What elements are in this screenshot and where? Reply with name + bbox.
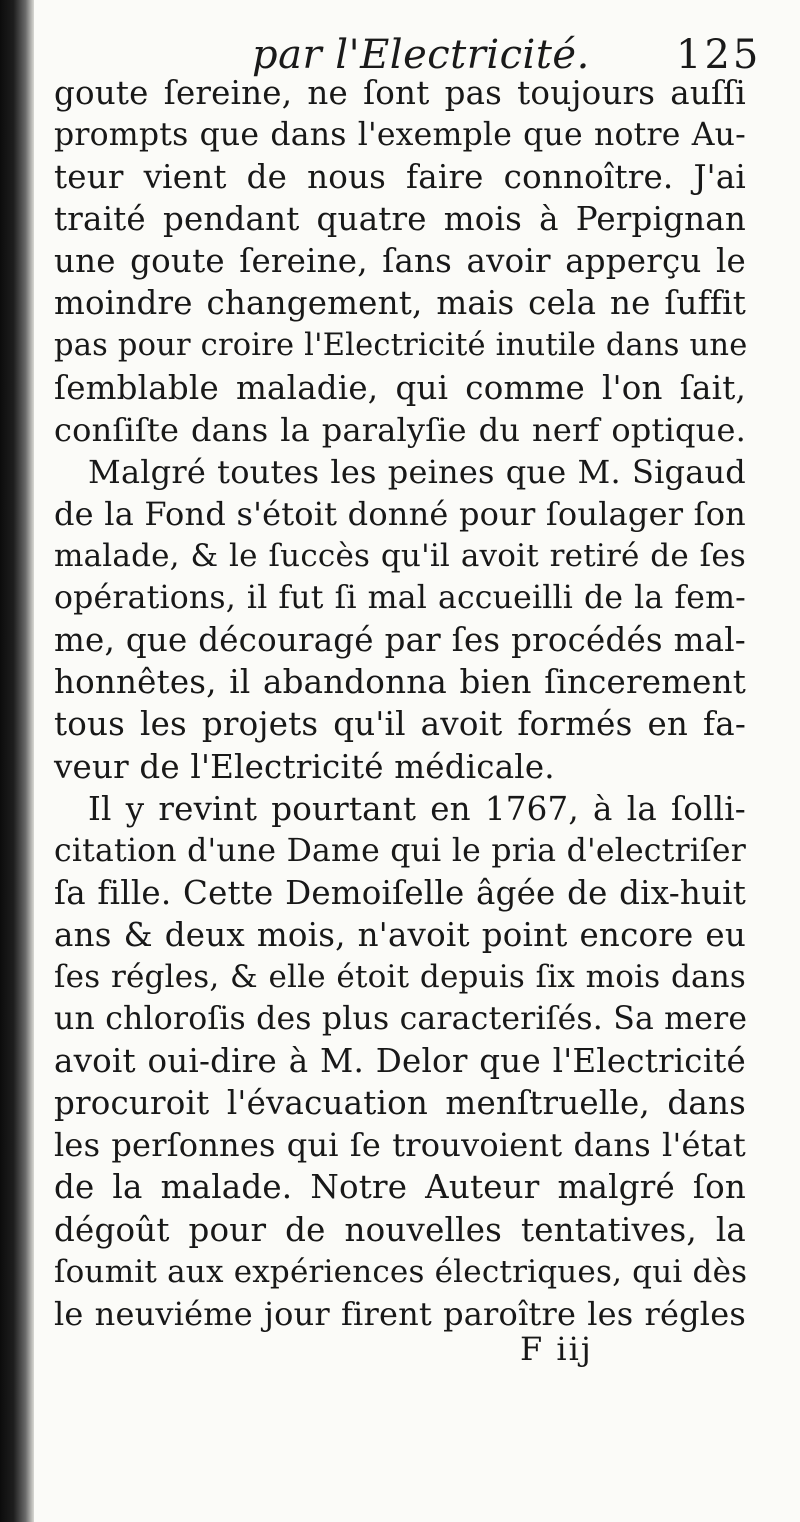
text-line: conſiſte dans la paralyſie du nerf optique.: [54, 410, 746, 449]
text-line: ſemblable maladie, qui comme l'on ſait,: [54, 368, 746, 407]
text-line: honnêtes, il abandonna bien ſincerement: [54, 663, 746, 702]
binding-edge: [0, 0, 34, 1522]
text-line: Malgré toutes les peines que M. Sigaud: [88, 452, 746, 491]
text-line: un chloroſis des plus caracteriſés. Sa mere: [54, 1001, 748, 1038]
text-line: traité pendant quatre mois à Perpignan: [54, 200, 746, 239]
text-line: les perſonnes qui ſe trouvoient dans l'état: [54, 1126, 746, 1165]
text-line: procuroit l'évacuation menſtruelle, dans: [54, 1084, 746, 1123]
text-line: tous les projets qu'il avoit formés en fa-: [54, 705, 746, 744]
page-number: 125: [676, 32, 762, 78]
text-line: me, que découragé par ſes procédés mal-: [54, 621, 746, 660]
running-title: par l'Electricité.: [252, 32, 590, 78]
text-line: une goute ſereine, ſans avoir apperçu le: [54, 242, 746, 281]
signature-mark: F iij: [520, 1330, 593, 1368]
text-line: le neuviéme jour firent paroître les régles: [54, 1294, 746, 1333]
text-line: de la malade. Notre Auteur malgré ſon: [54, 1168, 746, 1207]
text-line: malade, & le ſuccès qu'il avoit retiré de ſes: [54, 538, 746, 575]
text-line: pas pour croire l'Electricité inutile dans une: [54, 327, 748, 363]
text-line: moindre changement, mais cela ne ſuffit: [54, 284, 746, 323]
body-text: [54, 72, 746, 1335]
text-line: prompts que dans l'exemple que notre Au-: [54, 117, 746, 154]
text-line: teur vient de nous faire connoître. J'ai: [54, 158, 746, 197]
text-line: ſes régles, & elle étoit depuis ſix mois dans: [54, 958, 746, 995]
text-line: avoit oui-dire à M. Delor que l'Electricité: [54, 1042, 746, 1081]
text-line: veur de l'Electricité médicale.: [54, 747, 555, 786]
text-line: Il y revint pourtant en 1767, à la ſolli-: [88, 789, 746, 828]
text-line: dégoût pour de nouvelles tentatives, la: [54, 1210, 746, 1249]
text-line: opérations, il fut ſi mal accueilli de la fem-: [54, 580, 746, 617]
text-line: goute ſereine, ne ſont pas toujours auſſi: [54, 74, 746, 112]
text-line: de la Fond s'étoit donné pour ſoulager ſon: [54, 494, 746, 533]
text-line: ſoumit aux expériences électriques, qui dès: [54, 1253, 748, 1290]
text-line: ſa fille. Cette Demoiſelle âgée de dix-huit: [54, 873, 746, 912]
text-line: ans & deux mois, n'avoit point encore eu: [54, 915, 746, 954]
text-line: citation d'une Dame qui le pria d'electriſer: [54, 832, 746, 869]
